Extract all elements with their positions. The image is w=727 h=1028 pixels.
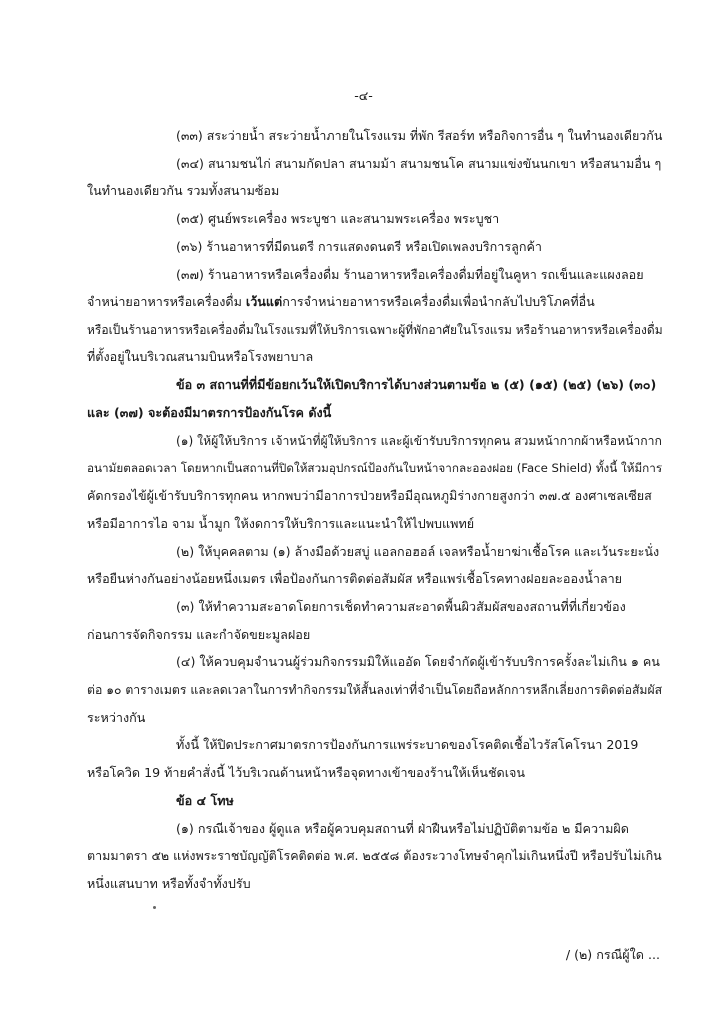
page-number: -๔- [354, 88, 373, 103]
item-34: (๓๔) สนามชนไก่ สนามกัดปลา สนามม้า สนามชนโค สนามแข่งขันนกเขา หรือสนามอื่น ๆ [176, 156, 662, 171]
clause-3-2-line-2: หรือยืนห่างกันอย่างน้อยหนึ่งเมตร เพื่อป้องกันการติดต่อสัมผัส หรือแพร่เชื้อโรคทางฝอยละอองน้ำลาย [87, 571, 623, 586]
clause-3-heading: ข้อ ๓ สถานที่ที่มีข้อยกเว้นให้เปิดบริการได้บางส่วนตามข้อ ๒ (๕) (๑๕) (๒๕) (๒๖) (๓๐) [176, 377, 657, 392]
item-33: (๓๓) สระว่ายน้ำ สระว่ายน้ำภายในโรงแรม ที่พัก รีสอร์ท หรือกิจการอื่น ๆ ในทำนองเดียวกัน [176, 128, 663, 143]
clause-4-1-line-2: ตามมาตรา ๕๒ แห่งพระราชบัญญัติโรคติดต่อ พ.ศ. ๒๕๕๘ ต้องระวางโทษจำคุกไม่เกินหนึ่งปี หรือปรับไม่เกิน [87, 848, 662, 863]
clause-3-1-line-4: หรือมีอาการไอ จาม น้ำมูก ให้งดการให้บริการและแนะนำให้ไปพบแพทย์ [87, 516, 475, 531]
clause-4-1: (๑) กรณีเจ้าของ ผู้ดูแล หรือผู้ควบคุมสถานที่ ฝ่าฝืนหรือไม่ปฏิบัติตามข้อ ๒ มีความผิด [176, 821, 629, 836]
clause-3-3-line-2: ก่อนการจัดกิจกรรม และกำจัดขยะมูลฝอย [87, 627, 311, 642]
clause-4-heading: ข้อ ๔ โทษ [176, 793, 234, 808]
continuation-note: / (๒) กรณีผู้ใด ... [565, 947, 660, 962]
clause-3-2: (๒) ให้บุคคลตาม (๑) ล้างมือด้วยสบู่ แอลกอฮอล์ เจลหรือน้ำยาฆ่าเชื้อโรค และเว้นระยะนั่ง [176, 544, 660, 559]
item-36: (๓๖) ร้านอาหารที่มีดนตรี การแสดงดนตรี หรือเปิดเพลงบริการลูกค้า [176, 239, 542, 254]
item-35: (๓๕) ศูนย์พระเครื่อง พระบูชา และสนามพระเครื่อง พระบูชา [176, 211, 500, 226]
clause-3-heading-cont: และ (๓๗) จะต้องมีมาตรการป้องกันโรค ดังนี้ [87, 405, 332, 420]
stray-mark [153, 906, 156, 909]
item-37-line-2: จำหน่ายอาหารหรือเครื่องดื่ม เว้นแต่การจำหน่ายอาหารหรือเครื่องดื่มเพื่อนำกลับไปบริโภคที่อื่น [87, 294, 595, 309]
item-34-cont: ในทำนองเดียวกัน รวมทั้งสนามซ้อม [87, 183, 280, 198]
clause-3-4-line-2: ต่อ ๑๐ ตารางเมตร และลดเวลาในการทำกิจกรรมให้สั้นลงเท่าที่จำเป็นโดยถือหลักการหลีกเลี่ยงการติดต่อสัมผัส [87, 683, 663, 697]
clause-3-notice-line-2: หรือโควิด 19 ท้ายคำสั่งนี้ ไว้บริเวณด้านหน้าหรือจุดทางเข้าของร้านให้เห็นชัดเจน [87, 765, 526, 780]
clause-3-4: (๔) ให้ควบคุมจำนวนผู้ร่วมกิจกรรมมิให้แออัด โดยจำกัดผู้เข้ารับบริการครั้งละไม่เกิน ๑ คน [176, 654, 660, 669]
item-37: (๓๗) ร้านอาหารหรือเครื่องดื่ม ร้านอาหารหรือเครื่องดื่มที่อยู่ในคูหา รถเข็นและแผงลอย [176, 267, 644, 282]
clause-3-notice: ทั้งนี้ ให้ปิดประกาศมาตรการป้องกันการแพร่ระบาดของโรคติดเชื้อไวรัสโคโรนา 2019 [176, 737, 639, 752]
item-37-line-3: หรือเป็นร้านอาหารหรือเครื่องดื่มในโรงแรมที่ให้บริการเฉพาะผู้ที่พักอาศัยในโรงแรม หรือร้านอาหารหรือเครื่องดื่ม [87, 323, 663, 337]
except-keyword: เว้นแต่ [245, 294, 283, 309]
item-37-line-4: ที่ตั้งอยู่ในบริเวณสนามบินหรือโรงพยาบาล [87, 349, 314, 364]
clause-3-1-line-2: อนามัยตลอดเวลา โดยหากเป็นสถานที่ปิดให้สวมอุปกรณ์ป้องกันใบหน้าจากละอองฝอย (Face Shield) ทั้งนี้ ให้มีการ [87, 461, 663, 475]
clause-3-4-line-3: ระหว่างกัน [87, 710, 146, 725]
clause-3-1-line-3: คัดกรองไข้ผู้เข้ารับบริการทุกคน หากพบว่ามีอาการป่วยหรือมีอุณหภูมิร่างกายสูงกว่า ๓๗.๕ องศาเซลเซียส [87, 488, 652, 503]
clause-4-1-line-3: หนึ่งแสนบาท หรือทั้งจำทั้งปรับ [87, 876, 251, 891]
clause-3-3: (๓) ให้ทำความสะอาดโดยการเช็ดทำความสะอาดพื้นผิวสัมผัสของสถานที่ที่เกี่ยวข้อง [176, 599, 626, 614]
clause-3-1: (๑) ให้ผู้ให้บริการ เจ้าหน้าที่ผู้ให้บริการ และผู้เข้ารับบริการทุกคน สวมหน้ากากผ้าหรือหน้ากาก [176, 434, 662, 448]
